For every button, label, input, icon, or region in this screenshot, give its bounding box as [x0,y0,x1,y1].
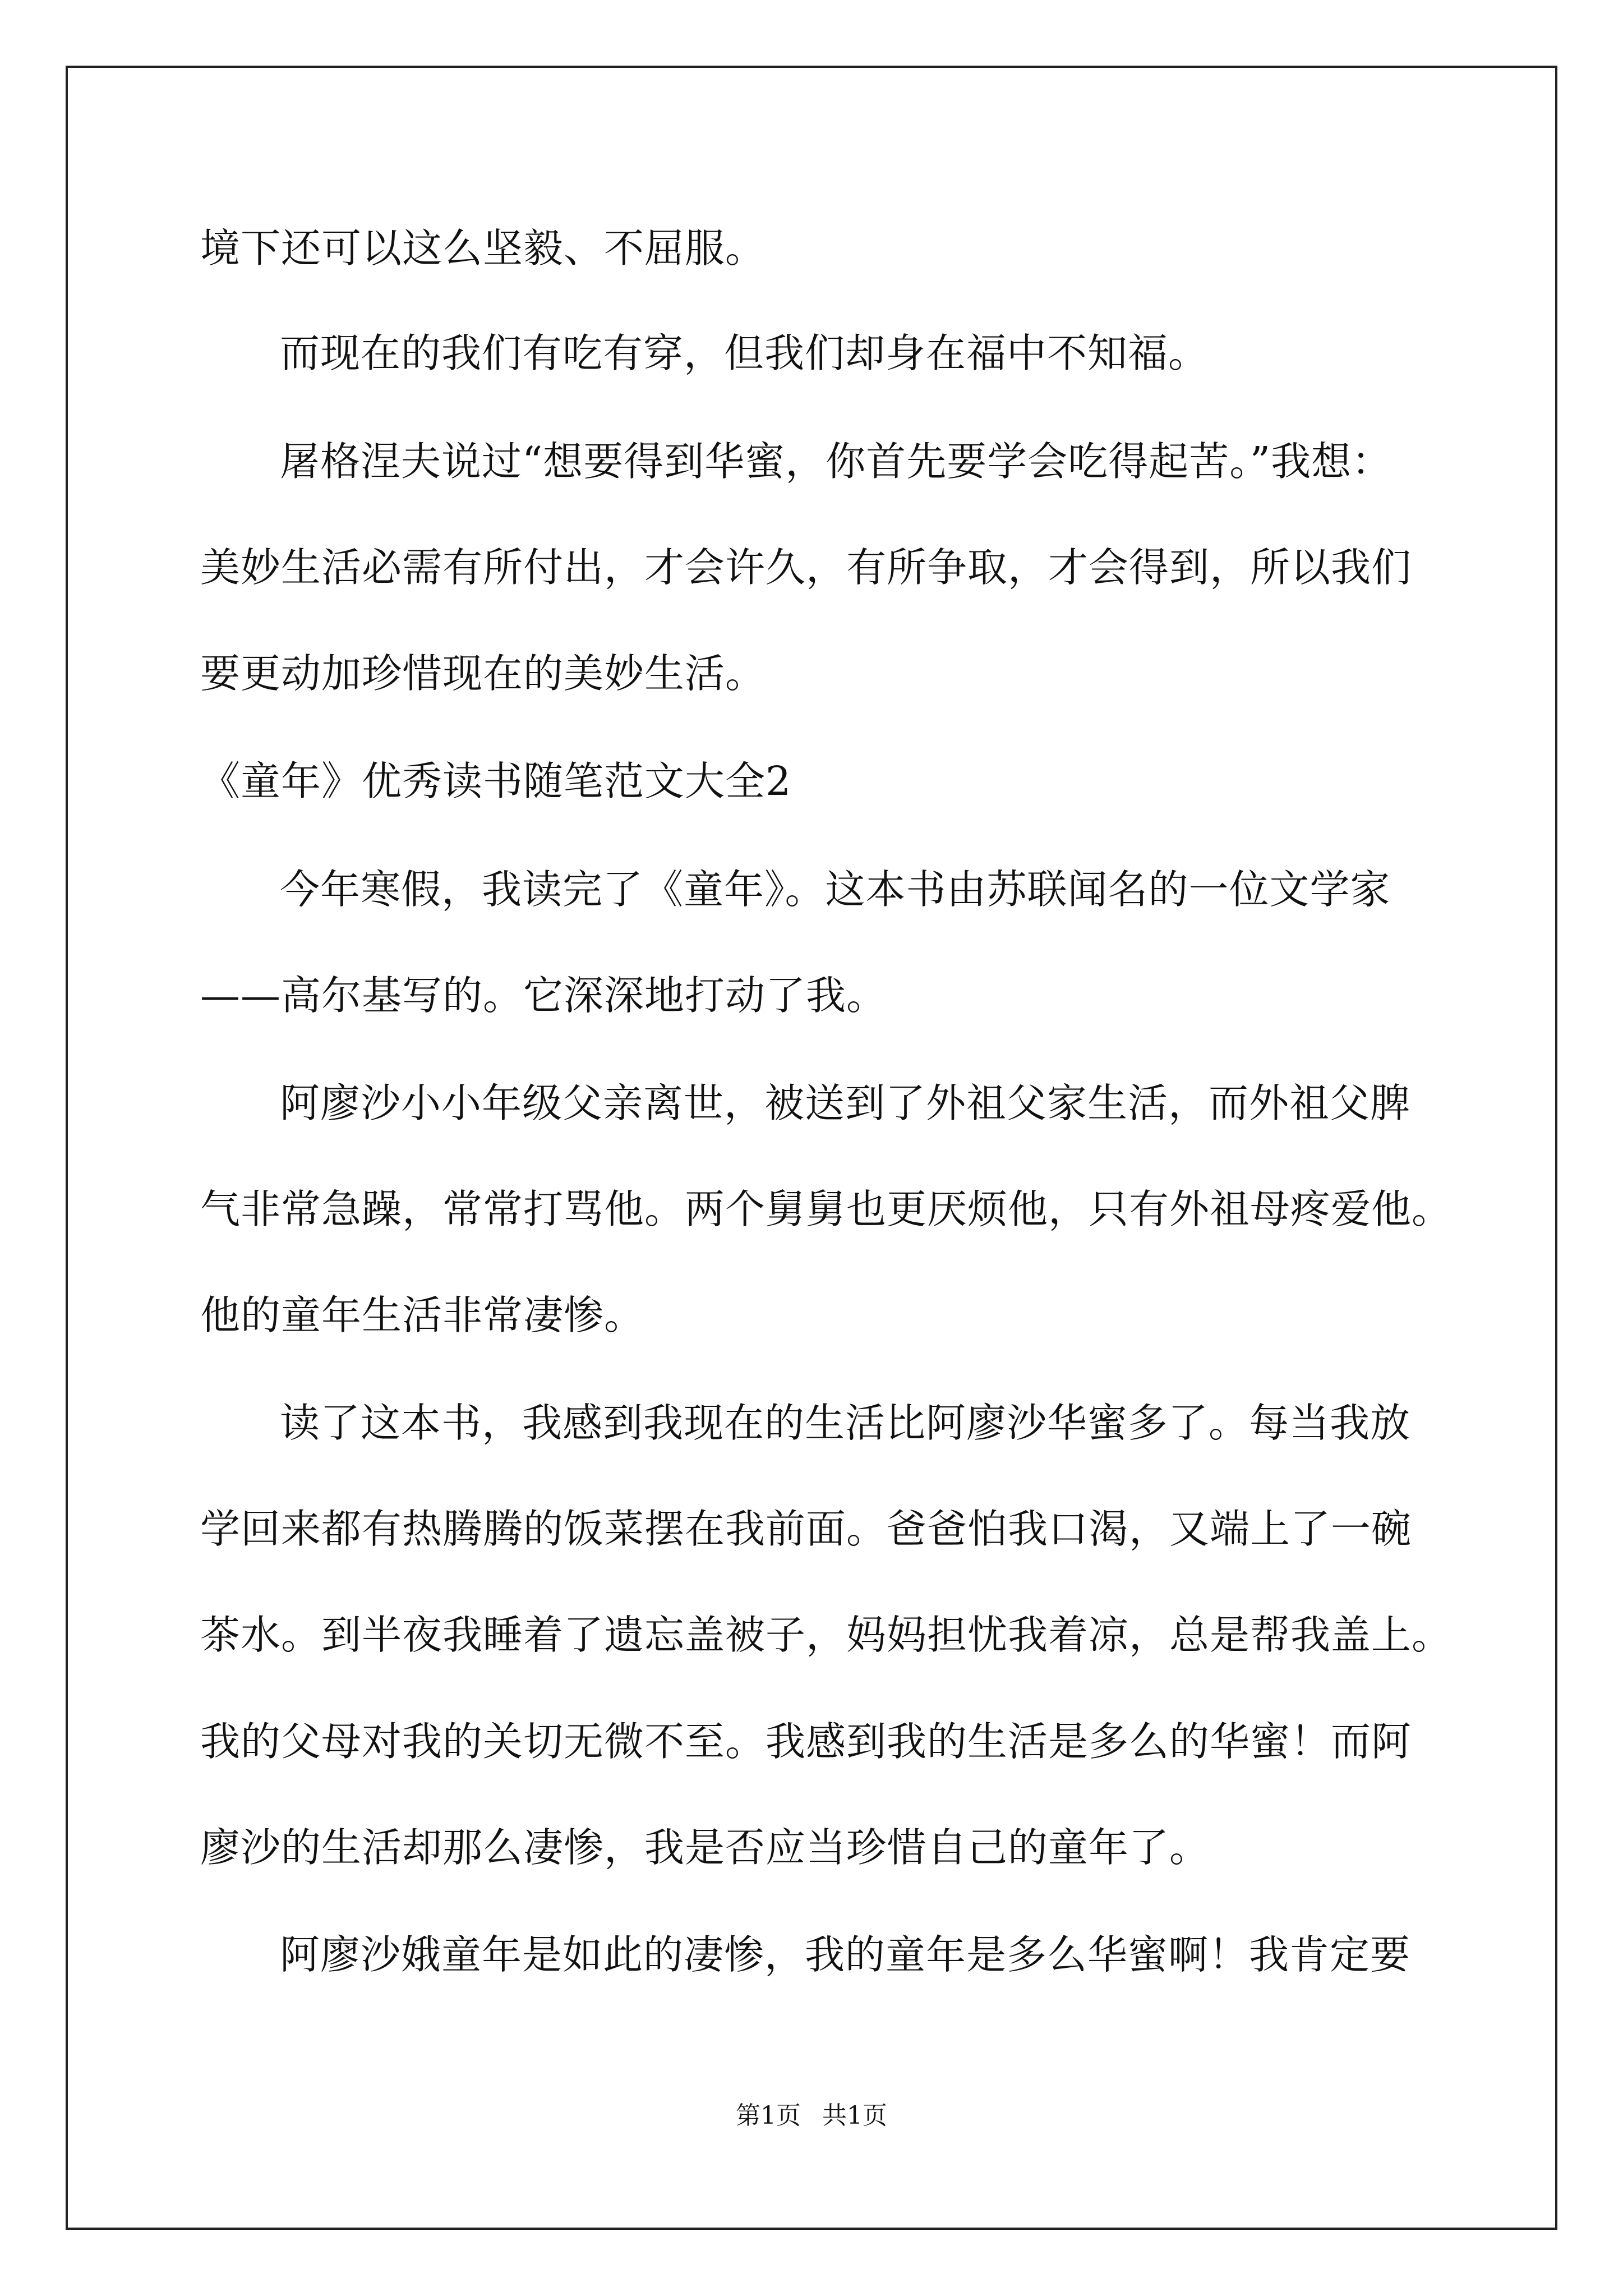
paragraph-line: 学回来都有热腾腾的饭菜摆在我前面。爸爸怕我口渴，又端上了一碗 [200,1506,1412,1552]
paragraph-line: 读了这本书，我感到我现在的生活比阿廖沙华蜜多了。每当我放 [280,1400,1411,1446]
section-heading: 《童年》优秀读书随笔范文大全2 [200,758,792,804]
paragraph-line: 境下还可以这么坚毅、不屈服。 [200,225,766,272]
paragraph-line: 而现在的我们有吃有穿，但我们却身在福中不知福。 [280,330,1209,376]
paragraph-line: 他的童年生活非常凄惨。 [200,1292,645,1338]
page-footer [0,2100,1623,2132]
page-number-total: 共1页 [822,2101,887,2130]
page-border [66,66,1557,2230]
paragraph-line: 我的父母对我的关切无微不至。我感到我的生活是多么的华蜜！而阿 [200,1718,1412,1765]
paragraph-line: 今年寒假，我读完了《童年》。这本书由苏联闻名的一位文学家 [280,866,1391,913]
page-number-current: 第1页 [736,2101,801,2130]
paragraph-line: 要更动加珍惜现在的美妙生活。 [200,650,766,697]
paragraph-line: 屠格涅夫说过“想要得到华蜜，你首先要学会吃得起苦。”我想： [280,438,1393,485]
paragraph-line: 阿廖沙小小年级父亲离世，被送到了外祖父家生活，而外祖父脾 [280,1080,1411,1126]
paragraph-line: ——高尔基写的。它深深地打动了我。 [200,972,887,1019]
paragraph-line: 气非常急躁，常常打骂他。两个舅舅也更厌烦他，只有外祖母疼爱他。 [200,1186,1453,1232]
paragraph-line: 廖沙的生活却那么凄惨，我是否应当珍惜自己的童年了。 [200,1824,1210,1871]
paragraph-line: 阿廖沙娥童年是如此的凄惨，我的童年是多么华蜜啊！我肯定要 [280,1931,1411,1978]
paragraph-line: 茶水。到半夜我睡着了遗忘盖被子，妈妈担忧我着凉，总是帮我盖上。 [200,1612,1453,1658]
paragraph-line: 美妙生活必需有所付出，才会许久，有所争取，才会得到，所以我们 [200,544,1412,591]
